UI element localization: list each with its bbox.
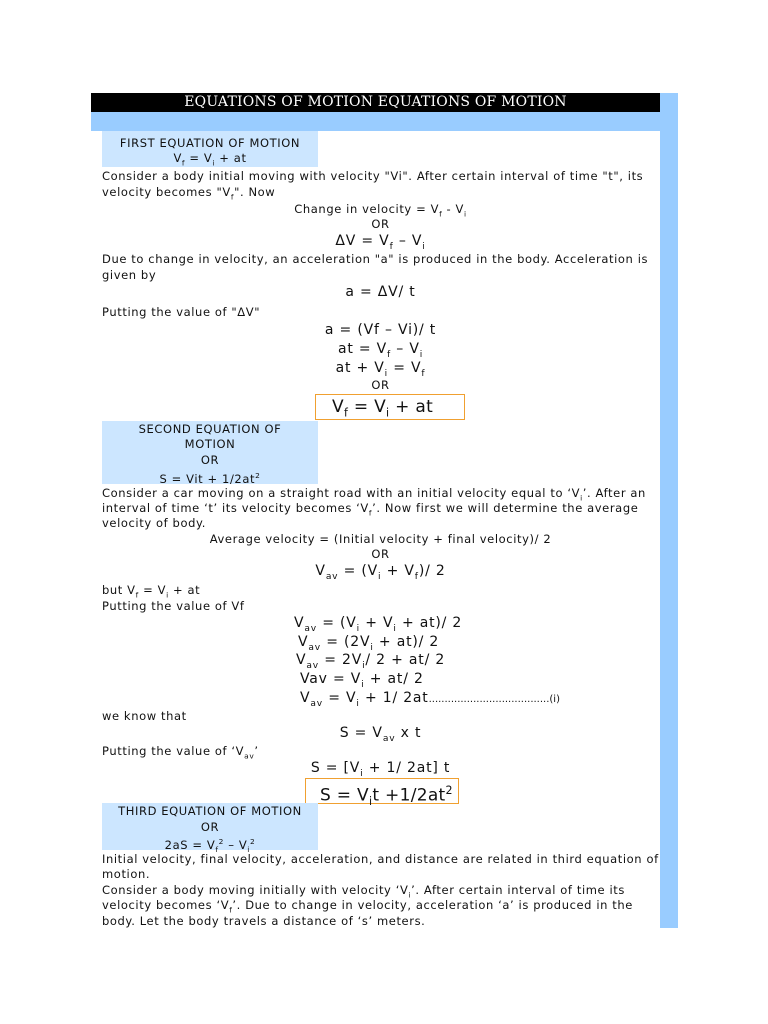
paragraph: interval of time ‘t’ its velocity becomes ‘$V_f$’. Now first we will determine the average <box>102 501 639 518</box>
second-equation-formula: S = Vit + $1/2at^2$ <box>159 471 261 486</box>
paragraph: Putting the value of ‘$V_{av}$’ <box>102 744 259 761</box>
equation: $V_{av} = V_i + 1/$ 2at......................................(i) <box>300 690 560 709</box>
equation: at = $V_f - V_i$ <box>337 341 424 360</box>
first-equation-heading: FIRST EQUATION OF MOTION <box>119 136 301 150</box>
paragraph: Initial velocity, final velocity, acceleration, and distance are related in third equation of <box>102 852 659 866</box>
boxed-first-equation: $V_f = V_i$ + at <box>315 394 465 420</box>
equation: Change in velocity = $V_f - V_i$ <box>294 202 467 219</box>
paragraph: velocity becomes "$V_f$". Now <box>102 185 276 202</box>
third-equation-formula: $2aS = V_f^2 - V_i^2$ <box>164 837 256 855</box>
equation: Vav = $V_i + at/$ 2 <box>300 671 424 690</box>
paragraph: Consider a car moving on a straight road with an initial velocity equal to ‘$V_i$’. After an <box>102 486 646 503</box>
equation: $V_{av} = (V_i + V_i + at)/$ 2 <box>294 615 463 634</box>
paragraph: given by <box>102 268 157 282</box>
equation: Average velocity = (Initial velocity + final velocity)/ 2 <box>209 532 552 546</box>
or-label: OR <box>371 378 390 392</box>
paragraph: but $V_f = V_i$ + at <box>102 583 201 600</box>
equation: $V_{av} = (V_i + V_f)/$ 2 <box>315 563 446 582</box>
boxed-second-equation: $S = V_it +1/2at^2$ <box>305 778 459 804</box>
paragraph: Due to change in velocity, an acceleration "a" is produced in the body. Acceleration is <box>102 252 649 266</box>
equation: $S = [V_i + 1/$ 2at] t <box>310 760 451 779</box>
equation: at + $V_i = V_f$ <box>335 360 426 379</box>
right-accent-band <box>660 93 678 928</box>
paragraph: Consider a body moving initially with velocity ‘$V_i$’. After certain interval of time its <box>102 883 625 900</box>
equation: $V_{av} = (2V_i + at)/$ 2 <box>298 634 440 653</box>
third-equation-heading: THIRD EQUATION OF MOTION <box>118 804 302 818</box>
or-label: OR <box>371 217 390 231</box>
equation: $V_{av} = 2V_i/$ 2 + at/ 2 <box>296 652 446 671</box>
equation: $\Delta V = V_f - V_i$ <box>335 233 426 252</box>
equation: a = ΔV/ t <box>345 284 416 300</box>
paragraph: we know that <box>102 709 187 723</box>
equation: $S = V_{av}$ x t <box>339 725 422 744</box>
or-label: OR <box>200 820 220 834</box>
paragraph: Consider a body initial moving with velocity "Vi". After certain interval of time "t", its <box>102 169 644 183</box>
paragraph: body. Let the body travels a distance of ‘s’ meters. <box>102 914 426 928</box>
top-accent-band <box>91 112 678 131</box>
equation: a = (Vf – Vi)/ t <box>324 322 437 338</box>
paragraph: velocity becomes ‘$V_f$’. Due to change in velocity, acceleration ‘a’ is produced in the <box>102 898 633 915</box>
second-equation-heading: MOTION <box>184 437 236 451</box>
equation-reference: ......................................(i) <box>428 694 560 705</box>
paragraph: motion. <box>102 867 151 881</box>
page-title: EQUATIONS OF MOTION EQUATIONS OF MOTION <box>91 93 660 112</box>
paragraph: Putting the value of "ΔV" <box>102 305 261 319</box>
or-label: OR <box>371 547 390 561</box>
second-equation-heading: SECOND EQUATION OF <box>138 422 282 436</box>
first-equation-formula: $V_f = V_i$ + at <box>173 151 247 168</box>
paragraph: velocity of body. <box>102 516 206 530</box>
or-label: OR <box>200 453 220 467</box>
paragraph: Putting the value of Vf <box>102 599 245 613</box>
